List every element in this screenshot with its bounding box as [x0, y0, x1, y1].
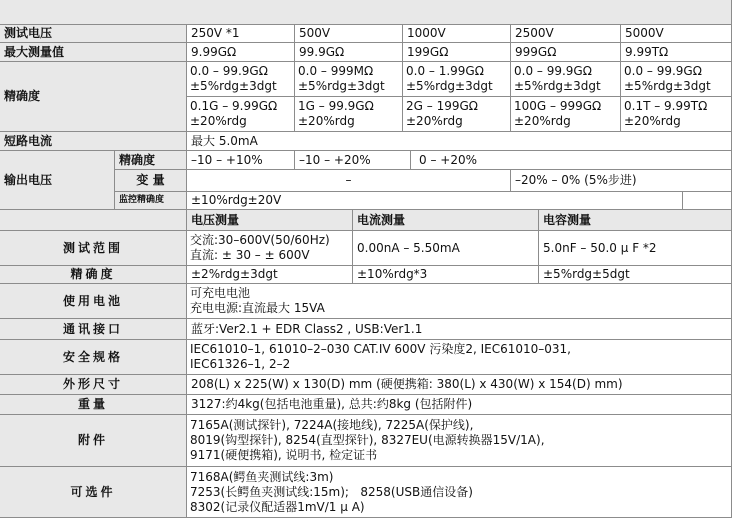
- accessories-value: 7165A(测试探针), 7224A(接地线), 7225A(保护线), 8019(钩型探针), 8254(直型探针), 8327EU(电源转换器15V/1A), 9171(硬便携箱), 说明书, 检定证书: [187, 415, 732, 467]
- interface-value: 蓝牙:Ver2.1 + EDR Class2 , USB:Ver1.1: [187, 319, 732, 340]
- output-voltage-label: 输出电压: [0, 151, 115, 210]
- battery-label: 使用电池: [0, 284, 187, 319]
- accuracy-range2-250: 0.1G – 9.99GΩ ±20%rdg: [187, 97, 295, 132]
- test-voltage-250: 250V *1: [187, 25, 295, 43]
- accuracy-label: 精确度: [0, 62, 187, 132]
- variation-v2: –20% – 0% (5%步进): [511, 170, 732, 192]
- measure-header-current: 电流测量: [353, 210, 539, 231]
- max-range-5000: 9.99TΩ: [621, 43, 732, 62]
- output-accuracy-v2: –10 – +20%: [295, 151, 411, 170]
- test-voltage-5000: 5000V: [621, 25, 732, 43]
- measure-header-voltage: 电压测量: [187, 210, 353, 231]
- variation-v1: –: [187, 170, 511, 192]
- accuracy-range2-2500: 100G – 999GΩ ±20%rdg: [511, 97, 621, 132]
- accuracy-range1-5000: 0.0 – 99.9GΩ ±5%rdg±3dgt: [621, 62, 732, 97]
- accuracy-range1-2500: 0.0 – 99.9GΩ ±5%rdg±3dgt: [511, 62, 621, 97]
- test-voltage-label: 测试电压: [0, 25, 187, 43]
- weight-value: 3127:约4kg(包括电池重量), 总共:约8kg (包括附件): [187, 395, 732, 415]
- accuracy-range1-1000: 0.0 – 1.99GΩ ±5%rdg±3dgt: [403, 62, 511, 97]
- short-circuit-value: 最大 5.0mA: [187, 132, 732, 151]
- header-band: [0, 0, 732, 25]
- measure-header-blank: [0, 210, 187, 231]
- measure-accuracy-capacitance: ±5%rdg±5dgt: [539, 266, 732, 284]
- max-range-2500: 999GΩ: [511, 43, 621, 62]
- monitor-accuracy-blank: [683, 192, 732, 210]
- safety-label: 安全规格: [0, 340, 187, 375]
- output-accuracy-v3: 0 – +20%: [411, 151, 732, 170]
- measure-header-capacitance: 电容测量: [539, 210, 732, 231]
- test-voltage-1000: 1000V: [403, 25, 511, 43]
- weight-label: 重量: [0, 395, 187, 415]
- measure-accuracy-label: 精确度: [0, 266, 187, 284]
- test-voltage-2500: 2500V: [511, 25, 621, 43]
- max-range-label: 最大测量值: [0, 43, 187, 62]
- max-range-500: 99.9GΩ: [295, 43, 403, 62]
- test-voltage-500: 500V: [295, 25, 403, 43]
- short-circuit-label: 短路电流: [0, 132, 187, 151]
- battery-value: 可充电电池 充电电源:直流最大 15VA: [187, 284, 732, 319]
- dimensions-label: 外形尺寸: [0, 375, 187, 395]
- accessories-label: 附件: [0, 415, 187, 467]
- accuracy-range2-1000: 2G – 199GΩ ±20%rdg: [403, 97, 511, 132]
- options-label: 可选件: [0, 467, 187, 518]
- output-accuracy-label: 精确度: [115, 151, 187, 170]
- options-value: 7168A(鳄鱼夹测试线:3m) 7253(长鳄鱼夹测试线:15m); 8258(USB通信设备) 8302(记录仪配适器1mV/1 μ A): [187, 467, 732, 518]
- accuracy-range2-500: 1G – 99.9GΩ ±20%rdg: [295, 97, 403, 132]
- accuracy-range1-250: 0.0 – 99.9GΩ ±5%rdg±3dgt: [187, 62, 295, 97]
- accuracy-range2-5000: 0.1T – 9.99TΩ ±20%rdg: [621, 97, 732, 132]
- measure-range-label: 测试范围: [0, 231, 187, 266]
- variation-label: 变 量: [115, 170, 187, 192]
- measure-accuracy-voltage: ±2%rdg±3dgt: [187, 266, 353, 284]
- safety-value: IEC61010–1, 61010–2–030 CAT.IV 600V 污染度2, IEC61010–031, IEC61326–1, 2–2: [187, 340, 732, 375]
- monitor-accuracy-value: ±10%rdg±20V: [187, 192, 683, 210]
- dimensions-value: 208(L) x 225(W) x 130(D) mm (硬便携箱: 380(L) x 430(W) x 154(D) mm): [187, 375, 732, 395]
- accuracy-range1-500: 0.0 – 999MΩ ±5%rdg±3dgt: [295, 62, 403, 97]
- measure-accuracy-current: ±10%rdg*3: [353, 266, 539, 284]
- interface-label: 通讯接口: [0, 319, 187, 340]
- max-range-1000: 199GΩ: [403, 43, 511, 62]
- measure-range-current: 0.00nA – 5.50mA: [353, 231, 539, 266]
- max-range-250: 9.99GΩ: [187, 43, 295, 62]
- output-accuracy-v1: –10 – +10%: [187, 151, 295, 170]
- measure-range-voltage: 交流:30–600V(50/60Hz) 直流: ± 30 – ± 600V: [187, 231, 353, 266]
- monitor-accuracy-label: 监控精确度: [115, 192, 187, 210]
- measure-range-capacitance: 5.0nF – 50.0 μ F *2: [539, 231, 732, 266]
